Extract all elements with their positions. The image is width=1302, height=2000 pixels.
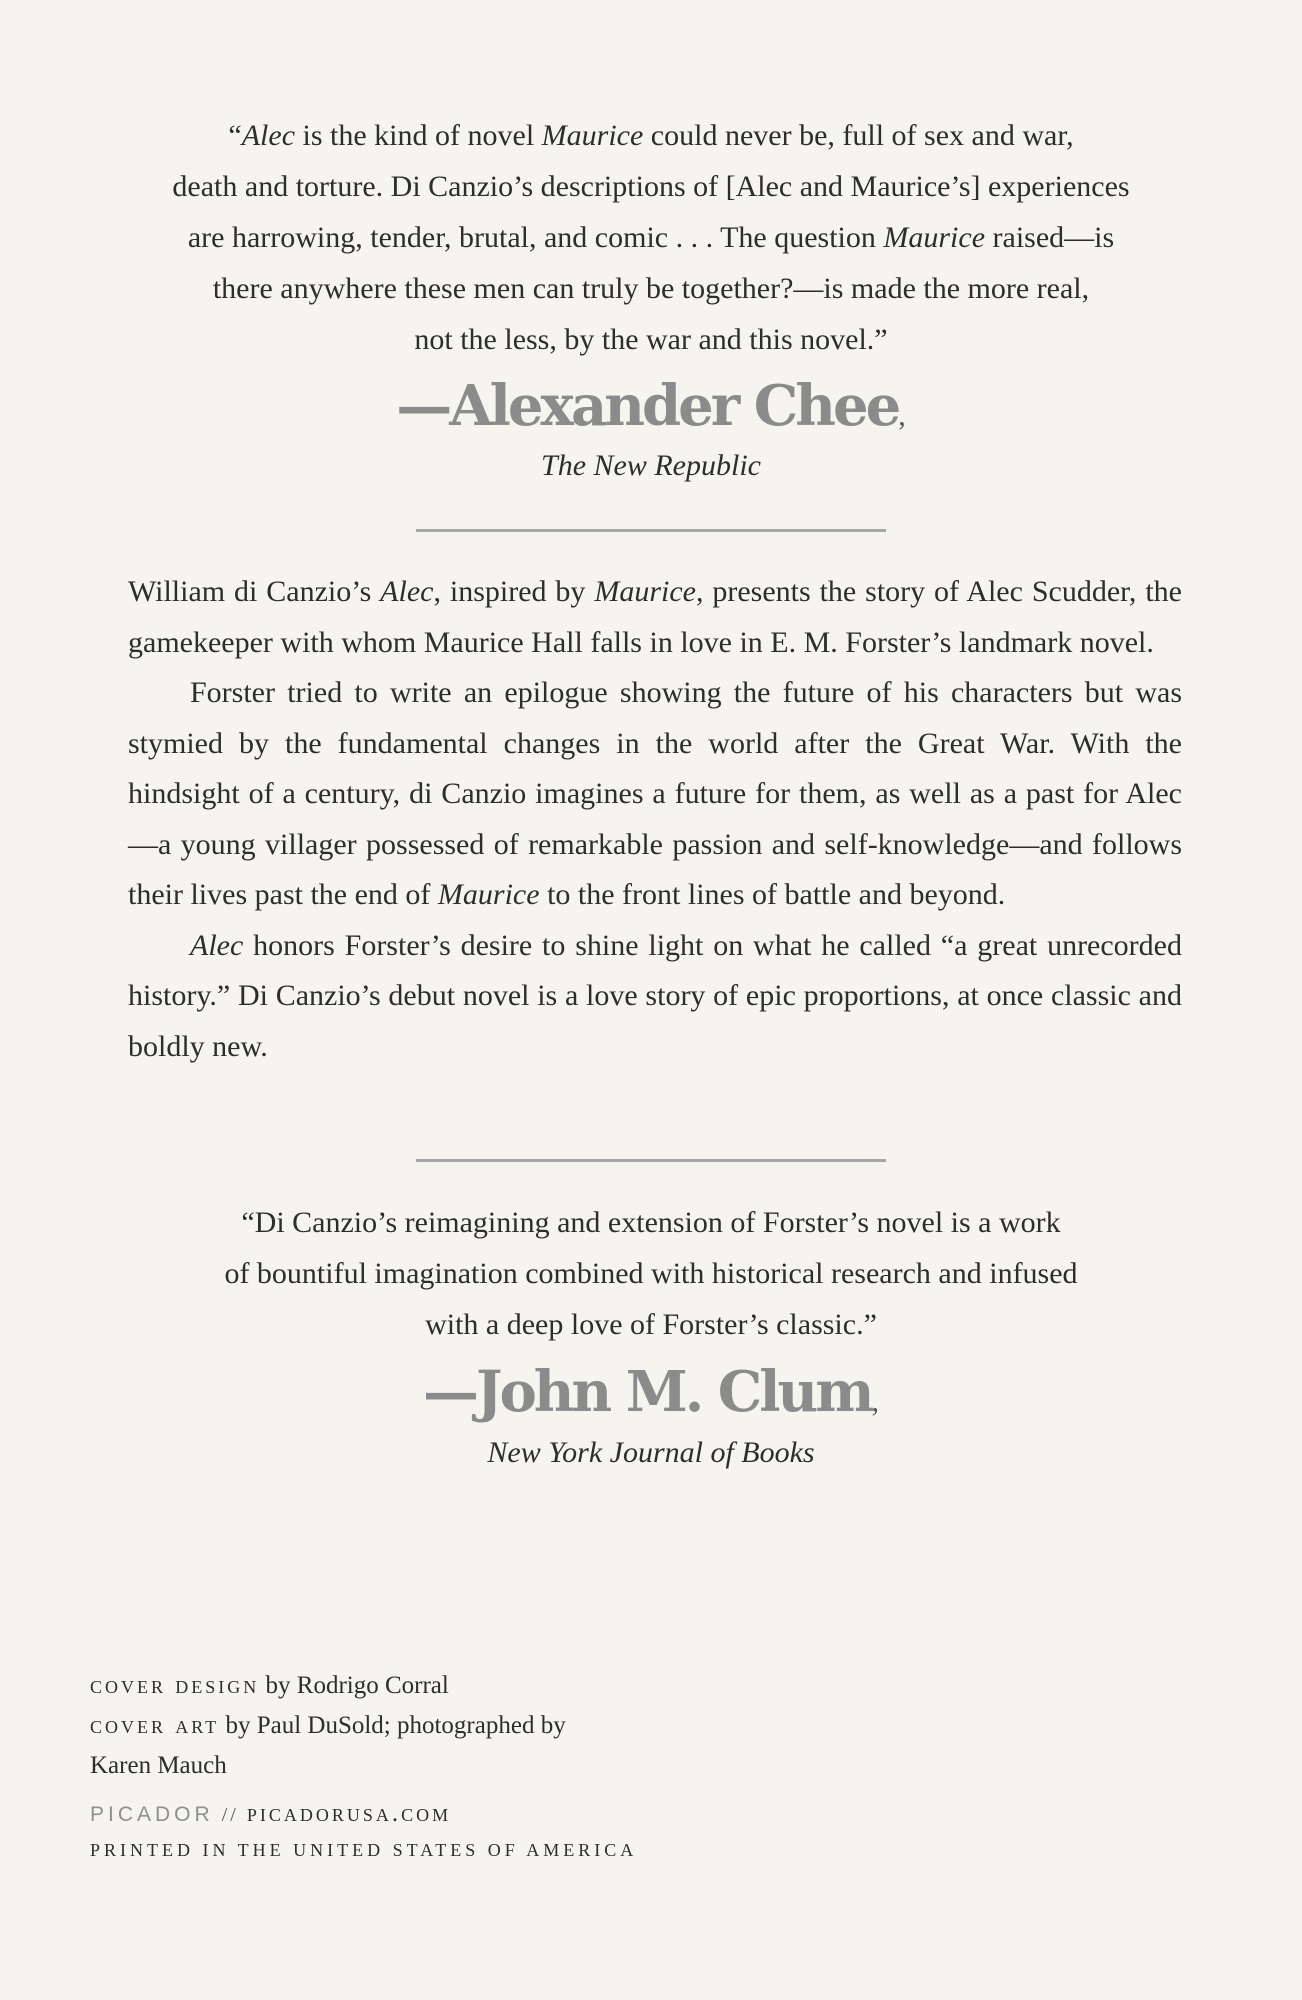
cover-art-label: cover art	[90, 1712, 220, 1739]
publisher-website[interactable]: picadorusa.com	[246, 1800, 452, 1827]
divider-rule	[416, 1159, 886, 1162]
attribution-source-chee: The New Republic	[541, 449, 761, 482]
divider-rule	[416, 529, 886, 532]
cover-design-credit	[90, 1666, 790, 1706]
description-paragraph: Alec honors Forster’s desire to shine light on what he called “a great unrecorded history.” Di Canzio’s debut novel is a love story of epic proportions, at once classic and boldly new.	[128, 928, 1182, 1063]
book-description	[128, 567, 1182, 1072]
cover-art-credit	[90, 1706, 790, 1746]
cover-credits	[90, 1666, 790, 1786]
printed-in-usa: PRINTED IN THE UNITED STATES OF AMERICA	[90, 1840, 638, 1860]
attribution-clum	[0, 1360, 1302, 1424]
italic-title: Alec	[380, 575, 434, 608]
quote-line: with a deep love of Forster’s classic.”	[425, 1308, 877, 1341]
italic-title: Alec	[190, 928, 244, 962]
attribution-chee	[0, 374, 1302, 438]
quote-line: “Di Canzio’s reimagining and extension of Forster’s novel is a work	[241, 1206, 1061, 1239]
cover-art-credit-cont: Karen Mauch	[90, 1752, 227, 1779]
publisher-logo: PICADOR	[90, 1803, 214, 1826]
attribution-comma: ,	[871, 1385, 880, 1418]
publisher-line	[90, 1800, 451, 1828]
attribution-author: John M. Clum	[475, 1359, 872, 1425]
italic-title: Maurice	[437, 878, 540, 911]
quote-line: of bountiful imagination combined with historical research and infused	[224, 1257, 1078, 1290]
review-quote-clum	[100, 1197, 1202, 1350]
quote-line: not the less, by the war and this novel.”	[414, 323, 888, 356]
quote-line: “Alec is the kind of novel Maurice could never be, full of sex and war,	[228, 119, 1074, 152]
attribution-dash: —	[422, 1359, 476, 1425]
attribution-source-clum: New York Journal of Books	[487, 1436, 815, 1469]
italic-title: Maurice	[594, 575, 696, 608]
attribution-comma: ,	[898, 399, 906, 432]
italic-title: Alec	[241, 119, 296, 152]
attribution-author: Alexander Chee	[449, 373, 899, 439]
italic-title: Maurice	[883, 221, 986, 254]
cover-design-name: by Rodrigo Corral	[265, 1672, 449, 1699]
quote-line: death and torture. Di Canzio’s descriptions of [Alec and Maurice’s] experiences	[172, 170, 1130, 203]
attribution-dash: —	[396, 373, 450, 439]
italic-title: Maurice	[541, 119, 644, 152]
review-quote-chee	[100, 110, 1202, 365]
description-paragraph: William di Canzio’s Alec, inspired by Maurice, presents the story of Alec Scudder, the gamekeeper with whom Maurice Hall falls in love in E. M. Forster’s landmark novel.	[128, 575, 1182, 659]
separator: //	[221, 1804, 239, 1826]
quote-line: there anywhere these men can truly be together?—is made the more real,	[212, 272, 1090, 305]
description-paragraph: Forster tried to write an epilogue showing the future of his characters but was stymied by the fundamental changes in the world after the Great War. With the hindsight of a century, di Canzio imagines a future for them, as well as a past for Alec—a young villager possessed of remarkable passion and self-knowledge—and follows their lives past the end of Maurice to the front lines of battle and beyond.	[128, 676, 1182, 911]
cover-art-name: by Paul DuSold; photographed by	[225, 1712, 566, 1739]
cover-design-label: cover design	[90, 1672, 260, 1699]
quote-line: are harrowing, tender, brutal, and comic . . . The question Maurice raised—is	[187, 221, 1115, 254]
